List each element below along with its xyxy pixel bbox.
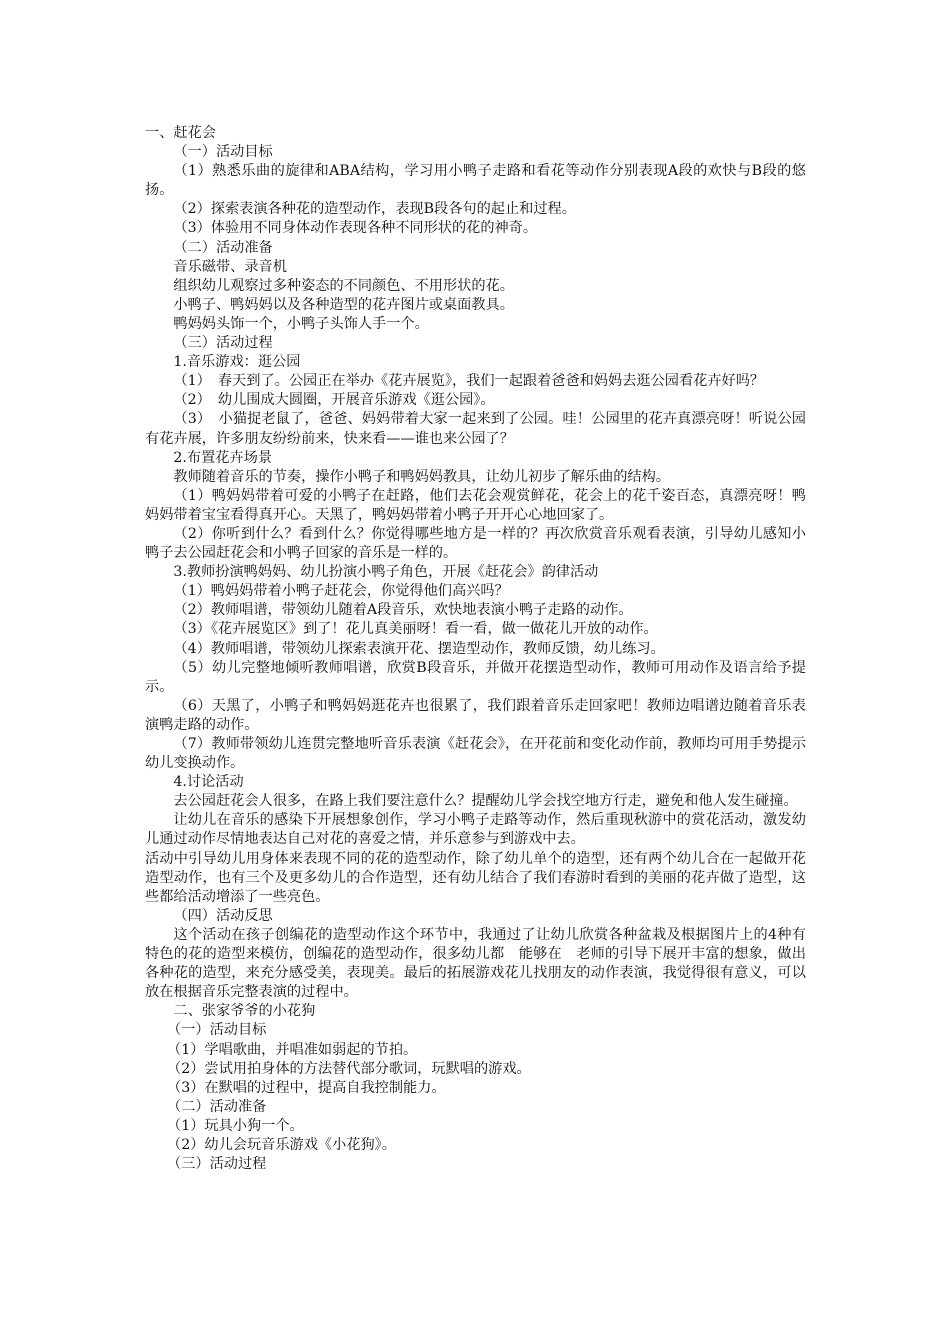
paragraph-18: （1）鸭妈妈带着可爱的小鸭子在赶路，他们去花会观赏鲜花，花会上的花千姿百态，真漂亮呀！鸭妈妈带着宝宝看得真开心。天黑了，鸭妈妈带着小鸭子开开心心地回家了。 [145, 487, 806, 523]
paragraph-13: （1） 春天到了。公园正在举办《花卉展览》，我们一起跟着爸爸和妈妈去逛公园看花卉好吗？ [173, 373, 765, 390]
paragraph-11: （三）活动过程 [173, 335, 273, 352]
paragraph-22: （2）教师唱谱，带领幼儿随着A段音乐，欢快地表演小鸭子走路的动作。 [173, 602, 633, 619]
paragraph-1: 一、赶花会 [145, 125, 216, 141]
paragraph-4: （2）探索表演各种花的造型动作，表现B段各句的起止和过程。 [173, 201, 576, 218]
paragraph-32: （四）活动反思 [173, 907, 273, 924]
paragraph-3: （1）熟悉乐曲的旋律和ABA结构，学习用小鸭子走路和看花等动作分别表现A段的欢快与B段的悠扬。 [145, 163, 806, 199]
paragraph-41: （2）幼儿会玩音乐游戏《小花狗》。 [167, 1136, 396, 1153]
paragraph-27: （7）教师带领幼儿连贯完整地听音乐表演《赶花会》，在开花前和变化动作前，教师均可用手势提示幼儿变换动作。 [145, 736, 806, 772]
paragraph-24: （4）教师唱谱，带领幼儿探索表演开花、摆造型动作，教师反馈，幼儿练习。 [173, 640, 665, 657]
paragraph-31: 活动中引导幼儿用身体来表现不同的花的造型动作，除了幼儿单个的造型，还有两个幼儿合在一起做开花造型动作，也有三个及更多幼儿的合作造型，还有幼儿结合了我们春游时看到的美丽的花卉做了造型，这些都给活动增添了一些亮色。 [145, 850, 806, 905]
paragraph-14: （2） 幼儿围成大圆圈，开展音乐游戏《逛公园》。 [173, 392, 495, 409]
paragraph-39: （二）活动准备 [167, 1098, 267, 1115]
paragraph-6: （二）活动准备 [173, 239, 273, 256]
paragraph-7: 音乐磁带、录音机 [173, 258, 287, 275]
paragraph-9: 小鸭子、鸭妈妈以及各种造型的花卉图片或桌面教具。 [173, 296, 514, 313]
paragraph-37: （2）尝试用拍身体的方法替代部分歌词，玩默唱的游戏。 [167, 1060, 531, 1077]
paragraph-23: （3）《花卉展览区》到了！花儿真美丽呀！看一看，做一做花儿开放的动作。 [173, 621, 658, 638]
paragraph-8: 组织幼儿观察过多种姿态的不同颜色、不用形状的花。 [173, 277, 514, 294]
paragraph-25: （5）幼儿完整地倾听教师唱谱，欣赏B段音乐，并做开花摆造型动作，教师可用动作及语言给予提示。 [145, 659, 806, 695]
paragraph-40: （1）玩具小狗一个。 [167, 1117, 304, 1134]
paragraph-12: 1.音乐游戏：逛公园 [173, 354, 301, 371]
paragraph-26: （6）天黑了，小鸭子和鸭妈妈逛花卉也很累了，我们跟着音乐走回家吧！教师边唱谱边随着音乐表演鸭走路的动作。 [145, 697, 806, 733]
paragraph-16: 2.布置花卉场景 [173, 449, 273, 466]
paragraph-38: （3）在默唱的过程中，提高自我控制能力。 [167, 1079, 446, 1096]
paragraph-17: 教师随着音乐的节奏，操作小鸭子和鸭妈妈教具，让幼儿初步了解乐曲的结构。 [173, 468, 670, 485]
paragraph-36: （1）学唱歌曲，并唱准如弱起的节拍。 [167, 1041, 418, 1058]
paragraph-19: （2）你听到什么？看到什么？你觉得哪些地方是一样的？再次欣赏音乐观看表演，引导幼儿感知小鸭子去公园赶花会和小鸭子回家的音乐是一样的。 [145, 525, 806, 562]
paragraph-2: （一）活动目标 [173, 144, 273, 161]
paragraph-15: （3） 小猫捉老鼠了，爸爸、妈妈带着大家一起来到了公园。哇！公园里的花卉真漂亮呀！听说公园有花卉展，许多朋友纷纷前来，快来看——谁也来公园了？ [145, 411, 806, 447]
paragraph-20: 3.教师扮演鸭妈妈、幼儿扮演小鸭子角色，开展《赶花会》韵律活动 [173, 564, 599, 581]
paragraph-28: 4.讨论活动 [173, 774, 244, 791]
paragraph-33: 这个活动在孩子创编花的造型动作这个环节中，我通过了让幼儿欣赏各种盆栽及根据图片上的4种有特色的花的造型来模仿，创编花的造型动作，很多幼儿都 能够在 老师的引导下展开丰富的想象，做出各种花的造型，来充分感受美，表现美。最后的拓展游戏花儿找朋友的动作表演，我觉得很有意义，可以放在根据音乐完整表演的过程中。 [145, 926, 806, 1001]
paragraph-30: 让幼儿在音乐的感染下开展想象创作，学习小鸭子走路等动作，然后重现秋游中的赏花活动，激发幼儿通过动作尽情地表达自己对花的喜爱之情，并乐意参与到游戏中去。 [145, 812, 806, 848]
paragraph-42: （三）活动过程 [167, 1156, 267, 1173]
paragraph-35: （一）活动目标 [167, 1022, 267, 1039]
paragraph-10: 鸭妈妈头饰一个，小鸭子头饰人手一个。 [173, 315, 429, 332]
paragraph-5: （3）体验用不同身体动作表现各种不同形状的花的神奇。 [173, 220, 538, 237]
document-body [145, 124, 806, 1174]
paragraph-21: （1）鸭妈妈带着小鸭子赶花会，你觉得他们高兴吗？ [173, 583, 509, 600]
paragraph-34: 二、张家爷爷的小花狗 [173, 1003, 316, 1020]
paragraph-29: 去公园赶花会人很多，在路上我们要注意什么？提醒幼儿学会找空地方行走，避免和他人发生碰撞。 [173, 793, 798, 810]
